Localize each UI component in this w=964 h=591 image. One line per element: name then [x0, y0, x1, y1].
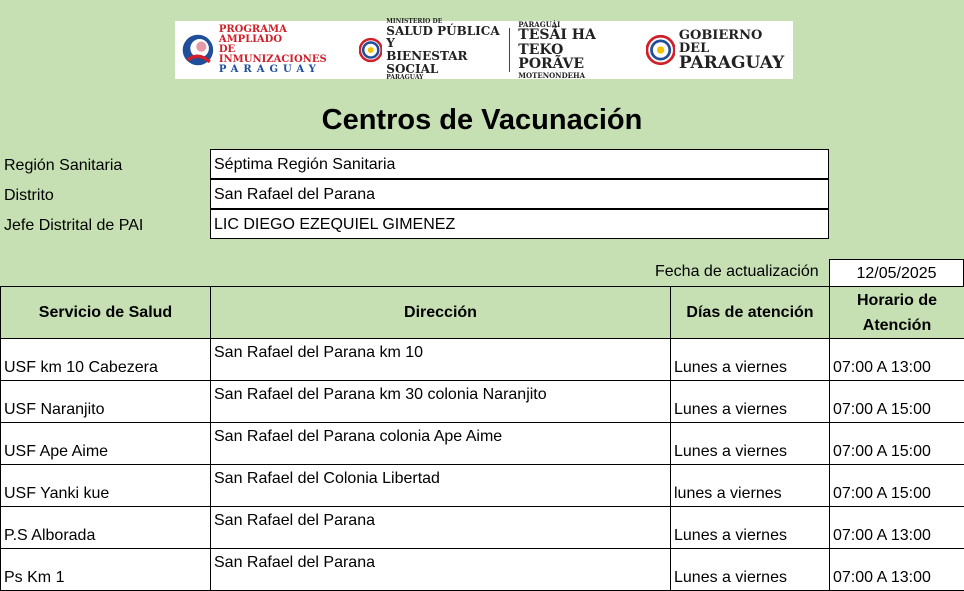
- gobierno-line-1: GOBIERNO DEL: [679, 29, 787, 55]
- header-servicio: Servicio de Salud: [1, 287, 211, 339]
- page-title: Centros de Vacunación: [0, 104, 964, 137]
- paraguay-seal-icon: [359, 36, 382, 64]
- cell-dias: Lunes a viernes: [671, 549, 830, 591]
- table-row: [1, 339, 964, 381]
- region-label: Región Sanitaria: [4, 157, 122, 175]
- distrito-value: San Rafael del Parana: [210, 179, 829, 209]
- pai-line-1: PROGRAMA AMPLIADO: [219, 25, 333, 45]
- cell-servicio: USF Yanki kue: [1, 465, 211, 507]
- cell-horario: 07:00 A 13:00: [830, 549, 964, 591]
- cell-servicio: Ps Km 1: [1, 549, 211, 591]
- cell-horario: 07:00 A 15:00: [830, 381, 964, 423]
- gobierno-logo: [646, 21, 787, 79]
- pai-line-3: PARAGUAY: [219, 65, 333, 75]
- cell-dias: Lunes a viernes: [671, 423, 830, 465]
- tesai-line-3: PORÃVE: [518, 57, 625, 72]
- cell-horario: 07:00 A 13:00: [830, 339, 964, 381]
- cell-servicio: USF km 10 Cabezera: [1, 339, 211, 381]
- cell-horario: 07:00 A 15:00: [830, 423, 964, 465]
- cell-direccion: San Rafael del Parana colonia Ape Aime: [211, 423, 671, 465]
- cell-servicio: USF Naranjito: [1, 381, 211, 423]
- table-row: [1, 507, 964, 549]
- distrito-label: Distrito: [4, 187, 54, 205]
- pai-line-2: DE INMUNIZACIONES: [219, 45, 333, 65]
- cell-horario: 07:00 A 13:00: [830, 507, 964, 549]
- cell-dias: Lunes a viernes: [671, 507, 830, 549]
- header-dias: Días de atención: [671, 287, 830, 339]
- gobierno-line-2: PARAGUAY: [679, 55, 787, 72]
- centros-table: [0, 286, 964, 591]
- fecha-value: 12/05/2025: [829, 259, 964, 287]
- region-value: Séptima Región Sanitaria: [210, 149, 829, 179]
- tesai-line-4: MOTENONDEHA: [518, 72, 625, 79]
- gobierno-seal-icon: [646, 34, 675, 66]
- cell-direccion: San Rafael del Parana km 10: [211, 339, 671, 381]
- cell-direccion: San Rafael del Parana km 30 colonia Naranjito: [211, 381, 671, 423]
- jefe-label: Jefe Distrital de PAI: [4, 217, 143, 235]
- logo-divider: [509, 28, 510, 72]
- cell-servicio: USF Ape Aime: [1, 423, 211, 465]
- table-row: [1, 465, 964, 507]
- table-row: [1, 423, 964, 465]
- pai-logo: [181, 21, 333, 79]
- cell-dias: lunes a viernes: [671, 465, 830, 507]
- ministerio-logo: [359, 21, 502, 79]
- table-row: [1, 549, 964, 591]
- ministerio-line-2: SALUD PÚBLICA Y: [386, 25, 501, 50]
- header-direccion: Dirección: [211, 287, 671, 339]
- fecha-label: Fecha de actualización: [655, 263, 819, 281]
- ministerio-line-3: BIENESTAR SOCIAL: [386, 50, 501, 75]
- tesai-logo: [518, 21, 625, 80]
- cell-horario: 07:00 A 15:00: [830, 465, 964, 507]
- ministerio-line-4: PARAGUAY: [386, 75, 501, 81]
- cell-direccion: San Rafael del Colonia Libertad: [211, 465, 671, 507]
- cell-dias: Lunes a viernes: [671, 381, 830, 423]
- cell-dias: Lunes a viernes: [671, 339, 830, 381]
- table-header-row: [1, 287, 964, 339]
- header-horario: Horario de Atención: [830, 287, 964, 339]
- cell-direccion: San Rafael del Parana: [211, 549, 671, 591]
- tesai-line-1: PARAGUÁI: [518, 21, 625, 28]
- logo-banner: [175, 21, 793, 79]
- ministerio-line-1: MINISTERIO DE: [386, 19, 501, 25]
- cell-servicio: P.S Alborada: [1, 507, 211, 549]
- table-row: [1, 381, 964, 423]
- jefe-value: LIC DIEGO EZEQUIEL GIMENEZ: [210, 209, 829, 239]
- cell-direccion: San Rafael del Parana: [211, 507, 671, 549]
- pai-emblem-icon: [181, 28, 215, 72]
- tesai-line-2: TESÃI HA TEKO: [518, 28, 625, 57]
